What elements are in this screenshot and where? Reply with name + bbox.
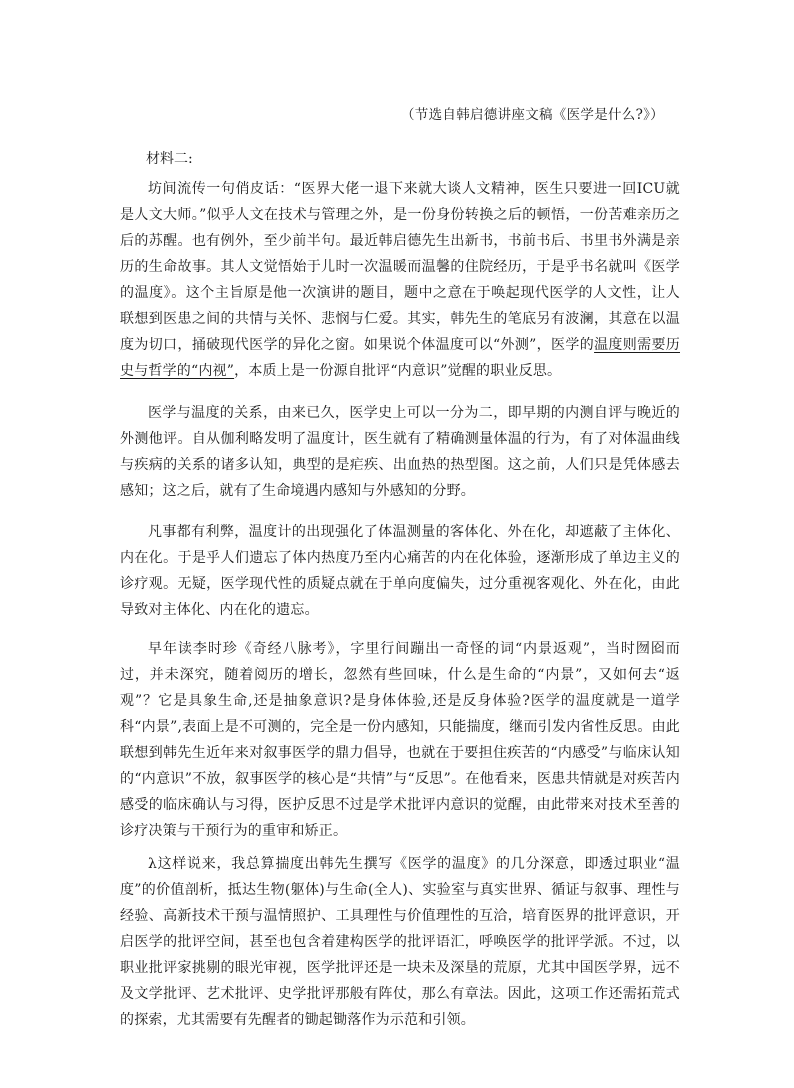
paragraph-1-text-a: 坊间流传一句俏皮话：“医界大佬一退下来就大谈人文精神，医生只要进一回ICU就是人文大师。”似乎人文在技术与管理之外，是一份身份转换之后的顿悟，一份苦难亲历之后的苏醒。也有例外，至少前半句。最近韩启德先生出新书，书前书后、书里书外满是亲历的生命故事。其人文觉悟始于儿时一次温暖而温馨的住院经历，于是乎书名就叫《医学的温度》。这个主旨原是他一次演讲的题目，题中之意在于唤起现代医学的人文性，让人联想到医患之间的共情与关怀、悲悯与仁爱。其实，韩先生的笔底另有波澜，其意在以温度为切口，捅破现代医学的异化之窗。如果说个体温度可以“外测”，医学的 [120,181,680,353]
paragraph-5: λ这样说来，我总算揣度出韩先生撰写《医学的温度》的几分深意，即透过职业“温度”的价值剖析，抵达生物(躯体)与生命(全人)、实验室与真实世界、循证与叙事、理性与经验、高新技术干预与温情照护、工具理性与价值理性的互洽，培育医界的批评意识，开启医学的批评空间，甚至也包含着建构医学的批评语汇，呼唤医学的批评学派。不过，以职业批评家挑剔的眼光审视，医学批评还是一块未及深垦的荒原，尤其中国医学界，远不及文学批评、艺术批评、史学批评那般有阵仗，那么有章法。因此，这项工作还需拓荒式的探索，尤其需要有先醒者的锄起锄落作为示范和引领。 [120,856,680,1028]
paragraph-1-text-b: ，本质上是一份源自批评“内意识”觉醒的职业反思。 [234,363,562,379]
paragraph-1 [120,176,680,384]
paragraph-4: 早年读李时珍《奇经八脉考》，字里行间蹦出一奇怪的词“内景返观”，当时囫囵而过，并未深究，随着阅历的增长，忽然有些回味，什么是生命的“内景”，又如何去“返观”？它是具象生命,还是抽象意识?是身体体验,还是反身体验?医学的温度就是一道学科“内景”,表面上是不可测的，完全是一份内感知，只能揣度，继而引发内省性反思。由此联想到韩先生近年来对叙事医学的鼎力倡导，也就在于要担住疾苦的“内感受”与临床认知的“内意识”不放，叙事医学的核心是“共情”与“反思”。在他看来，医患共情就是对疾苦内感受的临床确认与习得，医护反思不过是学术批评内意识的觉醒，由此带来对技术至善的诊疗决策与干预行为的重审和矫正。 [120,641,680,839]
paragraph-3: 凡事都有利弊，温度计的出现强化了体温测量的客体化、外在化，却遮蔽了主体化、内在化。于是乎人们遗忘了体内热度乃至内心痛苦的内在化体验，逐渐形成了单边主义的诊疗观。无疑，医学现代性的质疑点就在于单向度偏失，过分重视客观化、外在化，由此导致对主体化、内在化的遗忘。 [120,524,680,618]
section-heading: 材料二: [146,151,193,167]
source-citation: （节选自韩启德讲座文稿《医学是什么?》） [401,107,664,123]
paragraph-2: 医学与温度的关系，由来已久，医学史上可以一分为二，即早期的内测自评与晚近的外测他评。自从伽利略发明了温度计，医生就有了精确测量体温的行为，有了对体温曲线与疾病的关系的诸多认知，典型的是疟疾、出血热的热型图。这之前，人们只是凭体感去感知；这之后，就有了生命境遇内感知与外感知的分野。 [120,405,680,499]
underlined-phrase: 温度则需要历史与哲学的“内视” [120,337,680,379]
